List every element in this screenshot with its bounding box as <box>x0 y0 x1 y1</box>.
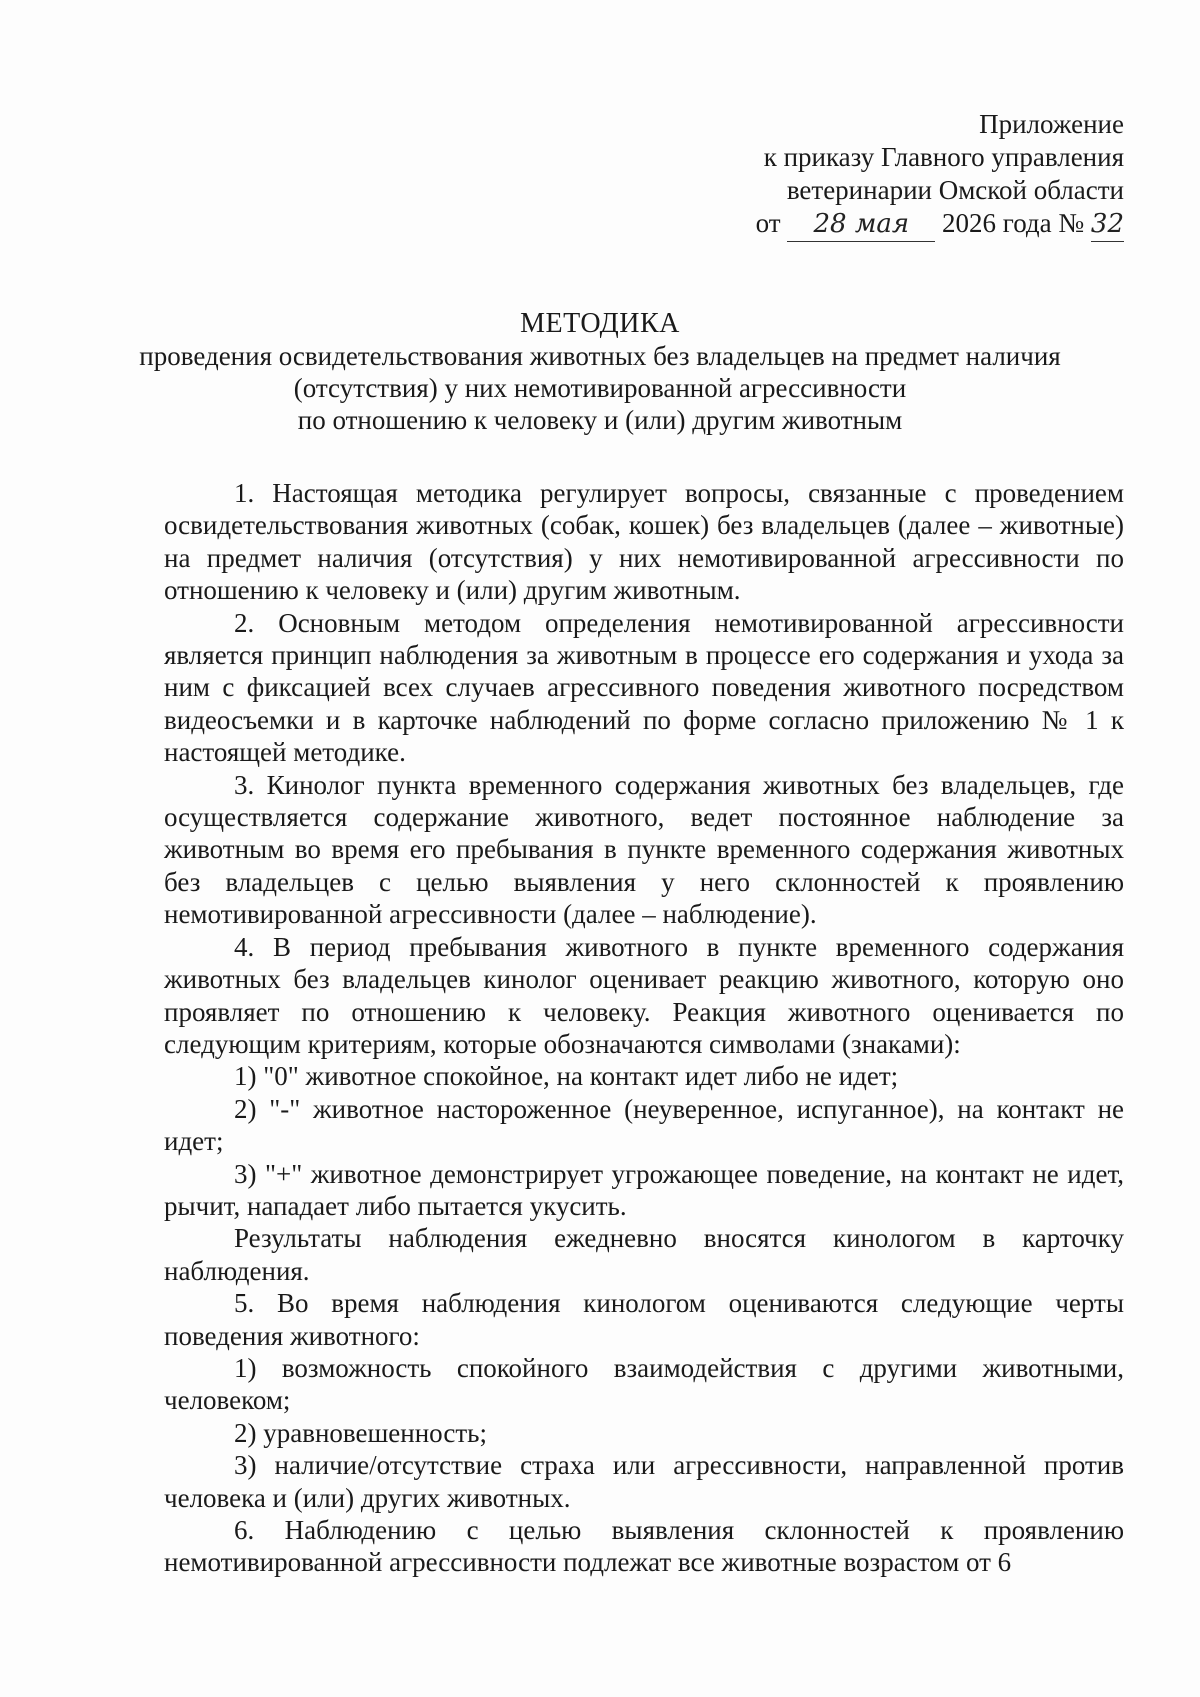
paragraph-4: 4. В период пребывания животного в пункте временного содержания животных без владельцев кинолог оценивает реакцию животного, которую оно проявляет по отношению к человеку. Реакция животного оценивается по следующим критериям, которые обозначаются символами (знаками): <box>164 931 1124 1059</box>
document-subtitle-line-3: по отношению к человеку и (или) другим животным <box>297 405 903 435</box>
appendix-authority: ветеринарии Омской области <box>786 175 1124 205</box>
document-body <box>164 477 1124 1579</box>
document-subtitle-line-2: (отсутствия) у них немотивированной агрессивности <box>293 373 907 403</box>
appendix-order-ref: к приказу Главного управления <box>763 142 1124 172</box>
appendix-header <box>756 108 1124 242</box>
handwritten-order-number: 32 <box>1091 208 1124 242</box>
appendix-label: Приложение <box>979 109 1124 139</box>
criterion-3: 3) "+" животное демонстрирует угрожающее поведение, на контакт не идет, рычит, нападает либо пытается укусить. <box>164 1158 1124 1221</box>
date-prefix: от <box>755 208 781 238</box>
document-title: МЕТОДИКА <box>520 308 680 339</box>
paragraph-6: 6. Наблюдению с целью выявления склонностей к проявлению немотивированной агрессивности подлежат все животные возрастом от 6 <box>164 1515 1124 1578</box>
document-title-block <box>0 308 1200 436</box>
trait-2: 2) уравновешенность; <box>234 1417 487 1448</box>
criterion-1: 1) "0" животное спокойное, на контакт идет либо не идет; <box>234 1061 899 1092</box>
paragraph-1: 1. Настоящая методика регулирует вопросы, связанные с проведением освидетельствования животных (собак, кошек) без владельцев (далее – животные) на предмет наличия (отсутствия) у них немотивированной агрессивности по отношению к человеку и (или) другим животным. <box>164 478 1124 606</box>
trait-3: 3) наличие/отсутствие страха или агрессивности, направленной против человека и (или) других животных. <box>164 1450 1124 1513</box>
paragraph-5: 5. Во время наблюдения кинологом оцениваются следующие черты поведения животного: <box>164 1288 1124 1351</box>
criterion-2: 2) "-" животное настороженное (неуверенное, испуганное), на контакт не идет; <box>164 1093 1124 1157</box>
paragraph-2: 2. Основным методом определения немотивированной агрессивности является принцип наблюдения за животным в процессе его содержания и ухода за ним с фиксацией всех случаев агрессивного поведения животного посредством видеосъемки и в карточке наблюдений по форме согласно приложению № 1 к настоящей методике. <box>164 607 1124 768</box>
trait-1: 1) возможность спокойного взаимодействия с другими животными, человеком; <box>164 1352 1124 1416</box>
date-suffix: 2026 года № <box>942 208 1085 238</box>
paragraph-3: 3. Кинолог пункта временного содержания животных без владельцев, где осуществляется содержание животного, ведет постоянное наблюдение за животным во время его пребывания в пункте временного содержания животных без владельцев с целью выявления у него склонностей к проявлению немотивированной агрессивности (далее – наблюдение). <box>164 769 1124 930</box>
handwritten-date: 28 мая <box>787 208 935 242</box>
results-note: Результаты наблюдения ежедневно вносятся кинологом в карточку наблюдения. <box>164 1223 1124 1286</box>
document-subtitle-line-1: проведения освидетельствования животных без владельцев на предмет наличия <box>139 341 1061 371</box>
appendix-date-line <box>756 207 1124 242</box>
